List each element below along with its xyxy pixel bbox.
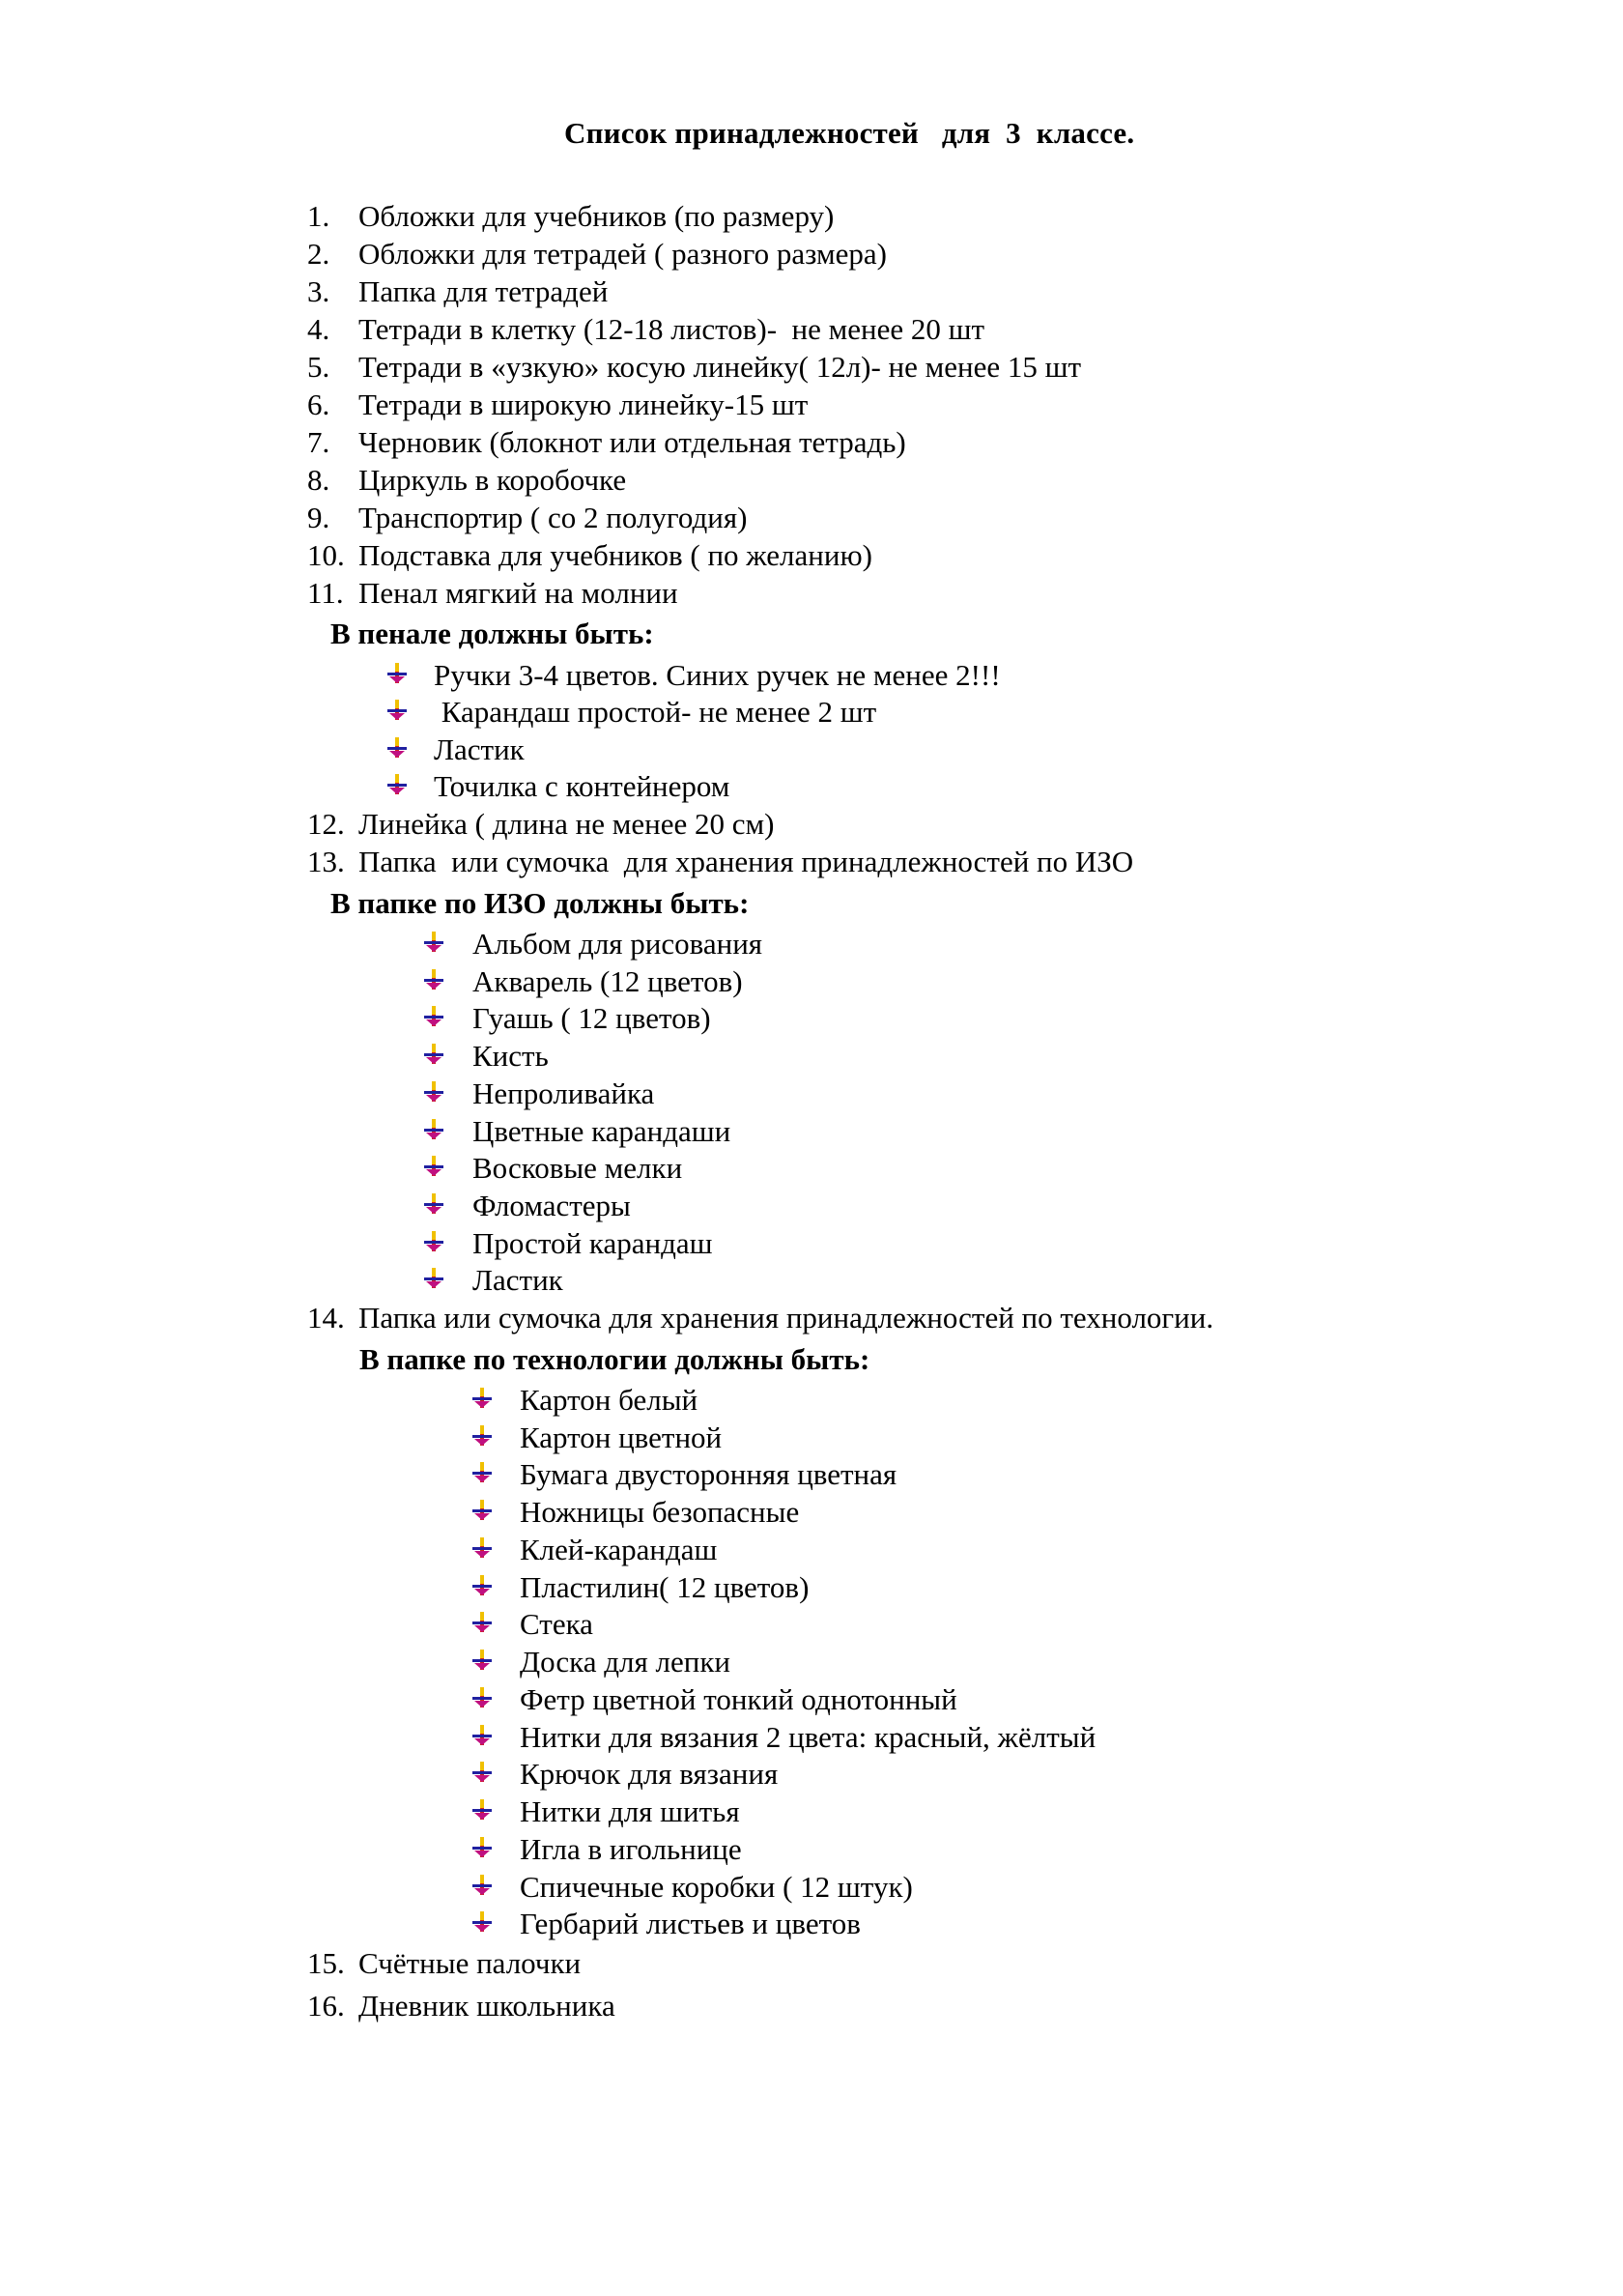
list-item-number: 1. <box>307 199 330 233</box>
list-item-text: Папка или сумочка для хранения принадлежностей по технологии. <box>358 1301 1214 1335</box>
arrow-down-bullet-icon <box>386 700 408 721</box>
arrow-down-bullet-icon <box>471 1837 493 1858</box>
list-item-text: Тетради в клетку (12-18 листов)- не менее 20 шт <box>358 312 985 346</box>
list-item-number: 6. <box>307 387 330 421</box>
sub-list-item: Ручки 3-4 цветов. Синих ручек не менее 2!!! <box>434 658 1001 692</box>
sub-list-item: Нитки для шитья <box>520 1794 740 1828</box>
list-item-text: Подставка для учебников ( по желанию) <box>358 538 872 572</box>
arrow-down-bullet-icon <box>386 774 408 795</box>
sub-list-item: Картон белый <box>520 1383 698 1417</box>
arrow-down-bullet-icon <box>471 1875 493 1896</box>
list-item-text: Пенал мягкий на молнии <box>358 576 678 610</box>
arrow-down-bullet-icon <box>471 1612 493 1633</box>
arrow-down-bullet-icon <box>471 1462 493 1483</box>
arrow-down-bullet-icon <box>471 1687 493 1708</box>
sub-list-item: Фломастеры <box>472 1189 631 1222</box>
list-item-number: 10. <box>307 538 345 572</box>
arrow-down-bullet-icon <box>471 1537 493 1559</box>
pencil-case-heading: В пенале должны быть: <box>330 617 654 650</box>
list-item-text: Счётные палочки <box>358 1946 582 1980</box>
arrow-down-bullet-icon <box>471 1388 493 1409</box>
arrow-down-bullet-icon <box>471 1762 493 1783</box>
sub-list-item: Гуашь ( 12 цветов) <box>472 1001 711 1035</box>
sub-list-item: Восковые мелки <box>472 1151 683 1185</box>
sub-list-item: Бумага двусторонняя цветная <box>520 1457 897 1491</box>
sub-list-item: Фетр цветной тонкий однотонный <box>520 1682 957 1716</box>
arrow-down-bullet-icon <box>471 1425 493 1447</box>
arrow-down-bullet-icon <box>471 1799 493 1821</box>
list-item-number: 3. <box>307 274 330 308</box>
arrow-down-bullet-icon <box>423 1044 444 1065</box>
sub-list-item: Нитки для вязания 2 цвета: красный, жёлтый <box>520 1720 1096 1754</box>
list-item-number: 12. <box>307 807 345 841</box>
arrow-down-bullet-icon <box>423 1193 444 1215</box>
sub-list-item: Спичечные коробки ( 12 штук) <box>520 1870 913 1904</box>
arrow-down-bullet-icon <box>423 1081 444 1103</box>
list-item-number: 13. <box>307 845 345 878</box>
list-item-text: Тетради в «узкую» косую линейку( 12л)- не менее 15 шт <box>358 350 1082 384</box>
list-item-number: 14. <box>307 1301 345 1335</box>
sub-list-item: Пластилин( 12 цветов) <box>520 1570 810 1604</box>
list-item-text: Папка для тетрадей <box>358 274 609 308</box>
arrow-down-bullet-icon <box>471 1725 493 1746</box>
art-folder-heading: В папке по ИЗО должны быть: <box>330 886 750 920</box>
list-item-number: 8. <box>307 463 330 497</box>
arrow-down-bullet-icon <box>386 663 408 684</box>
arrow-down-bullet-icon <box>423 1119 444 1140</box>
list-item-text: Обложки для тетрадей ( разного размера) <box>358 237 887 271</box>
sub-list-item: Карандаш простой- не менее 2 шт <box>434 695 877 729</box>
sub-list-item: Клей-карандаш <box>520 1533 718 1566</box>
list-item-text: Линейка ( длина не менее 20 см) <box>358 807 775 841</box>
list-item-number: 7. <box>307 425 330 459</box>
list-item-number: 2. <box>307 237 330 271</box>
list-item-number: 5. <box>307 350 330 384</box>
arrow-down-bullet-icon <box>471 1575 493 1596</box>
sub-list-item: Акварель (12 цветов) <box>472 964 743 998</box>
sub-list-item: Ножницы безопасные <box>520 1495 800 1529</box>
sub-list-item: Кисть <box>472 1039 549 1073</box>
sub-list-item: Цветные карандаши <box>472 1114 731 1148</box>
arrow-down-bullet-icon <box>423 1268 444 1289</box>
tech-folder-heading: В папке по технологии должны быть: <box>359 1342 870 1376</box>
list-item-text: Дневник школьника <box>358 1989 615 2023</box>
arrow-down-bullet-icon <box>471 1650 493 1671</box>
arrow-down-bullet-icon <box>471 1500 493 1521</box>
sub-list-item: Альбом для рисования <box>472 927 763 961</box>
list-item-number: 9. <box>307 501 330 534</box>
arrow-down-bullet-icon <box>423 969 444 990</box>
sub-list-item: Картон цветной <box>520 1421 723 1454</box>
list-item-text: Транспортир ( со 2 полугодия) <box>358 501 748 534</box>
sub-list-item: Точилка с контейнером <box>434 769 730 803</box>
sub-list-item: Ластик <box>434 732 525 766</box>
arrow-down-bullet-icon <box>423 932 444 953</box>
list-item-text: Тетради в широкую линейку-15 шт <box>358 387 809 421</box>
sub-list-item: Стека <box>520 1607 593 1641</box>
list-item-number: 15. <box>307 1946 345 1980</box>
sub-list-item: Простой карандаш <box>472 1226 713 1260</box>
sub-list-item: Крючок для вязания <box>520 1757 779 1791</box>
list-item-text: Черновик (блокнот или отдельная тетрадь) <box>358 425 906 459</box>
arrow-down-bullet-icon <box>471 1911 493 1933</box>
list-item-text: Циркуль в коробочке <box>358 463 627 497</box>
sub-list-item: Непроливайка <box>472 1076 655 1110</box>
arrow-down-bullet-icon <box>423 1156 444 1177</box>
page-title: Список принадлежностей для 3 классе. <box>564 116 1135 150</box>
list-item-number: 11. <box>307 576 344 610</box>
list-item-text: Папка или сумочка для хранения принадлежностей по ИЗО <box>358 845 1134 878</box>
sub-list-item: Игла в игольнице <box>520 1832 742 1866</box>
sub-list-item: Доска для лепки <box>520 1645 730 1679</box>
arrow-down-bullet-icon <box>423 1231 444 1252</box>
sub-list-item: Гербарий листьев и цветов <box>520 1907 861 1940</box>
list-item-number: 4. <box>307 312 330 346</box>
arrow-down-bullet-icon <box>386 737 408 759</box>
sub-list-item: Ластик <box>472 1263 563 1297</box>
arrow-down-bullet-icon <box>423 1006 444 1027</box>
list-item-text: Обложки для учебников (по размеру) <box>358 199 835 233</box>
list-item-number: 16. <box>307 1989 345 2023</box>
